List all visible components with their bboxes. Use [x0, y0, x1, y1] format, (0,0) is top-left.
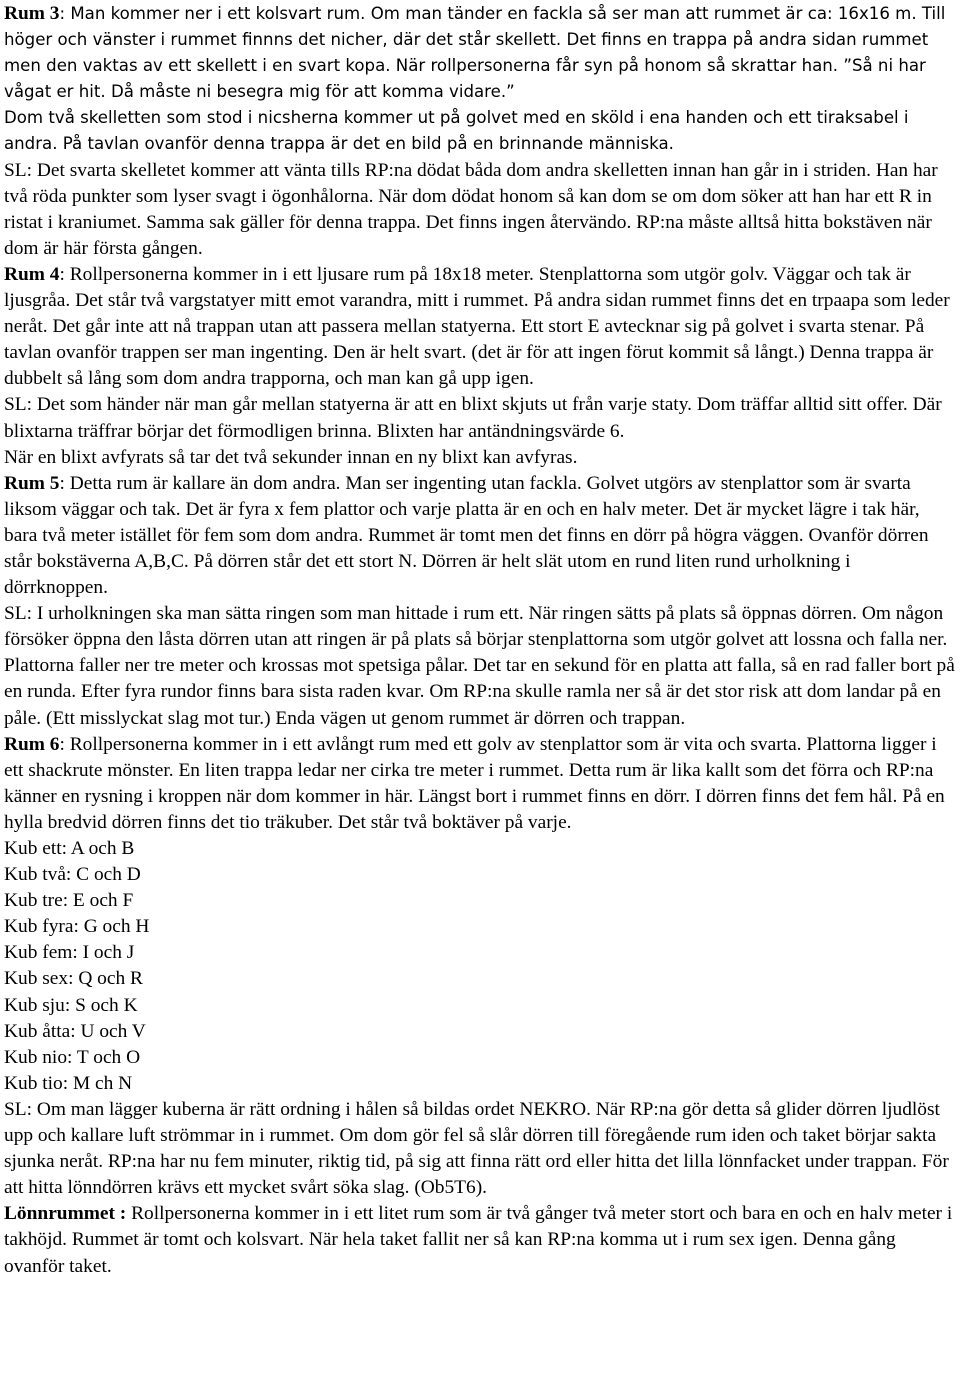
kub-line: Kub sju: S och K — [4, 994, 138, 1016]
rum4-heading: Rum 4 — [4, 263, 60, 285]
kub-line: Kub nio: T och O — [4, 1046, 141, 1068]
kub-line: Kub fyra: G och H — [4, 916, 150, 938]
lonnrummet-paragraph — [4, 1201, 956, 1279]
rum4-text: : Rollpersonerna kommer in i ett ljusare rum på 18x18 meter. Stenplattorna som utgör golv. Väggar och tak är ljusgråa. Det står två vargstatyer mitt emot varandra, mitt i rummet. På andra sidan rummet finns det en trpaapa som leder neråt. Det går inte att nå trappan utan att passera mellan statyerna. Ett stort E avtecknar sig på golvet i svarta stenar. På tavlan ovanför trappen ser man ingenting. Den är helt svart. (det är för att ingen förut kommit så långt.) Denna trappa är dubbelt så lång som dom andra trapporna, och man kan gå upp igen. — [4, 263, 950, 390]
rum6-text: : Rollpersonerna kommer in i ett avlångt rum med ett golv av stenplattor som är vita och svarta. Plattorna ligger i ett shackrute mönster. En liten trappa ledar ner cirka tre meter i rummet. Detta rum är lika kallt som det förra och RP:na känner en rysning i kroppen när dom kommer in här. Längst bort i rummet finns en dörr. I dörren finns det fem hål. På en hylla bredvid dörren finns det tio träkuber. Det står två boktäver på varje. — [4, 733, 945, 833]
rum3-sl-note: SL: Det svarta skelletet kommer att vänta tills RP:na dödat båda dom andra skelletten innan han går in i striden. Han har två röda punkter som lyser svagt i ögonhålorna. När dom dödat honom så kan dom se om dom söker att han har ett R in ristat i kraniumet. Samma sak gäller för denna trappa. Det finns ingen återvändo. RP:na måste alltså hitta bokstäven när dom är här första gången. — [4, 159, 938, 259]
rum4-paragraph — [4, 262, 956, 392]
rum3-heading: Rum 3 — [4, 3, 60, 24]
kub-line: Kub ett: A och B — [4, 838, 135, 859]
rum5-text: : Detta rum är kallare än dom andra. Man ser ingenting utan fackla. Golvet utgörs av stenplattor som är svarta liksom väggar och tak. Det är fyra x fem plattor och varje platta är en och en halv meter. Det är mycket lägre i tak här, bara två meter istället för fem som dom andra. Rummet är tomt men det finns en dörr på högra väggen. Ovanför dörren står bokstäverna A,B,C. På dörren står det ett stort N. Dörren är helt slät utom en rund liten rund urholkning i dörrknoppen. — [4, 472, 929, 599]
rum3-paragraph — [4, 1, 956, 105]
document-page — [4, 1, 956, 1280]
rum5-paragraph — [4, 471, 956, 601]
kub-line: Kub tio: M ch N — [4, 1072, 133, 1094]
lonnrummet-text: Rollpersonerna kommer in i ett litet rum som är två gånger två meter stort och bara en och en halv meter i takhöjd. Rummet är tomt och kolsvart. När hela taket fallit ner så kan RP:na komma ut i rum sex igen. Denna gång ovanför taket. — [4, 1203, 953, 1277]
rum3-skeletons-paragraph: Dom två skelletten som stod i nicsherna kommer ut på golvet med en sköld i ena handen och ett tiraksabel i andra. På tavlan ovanför denna trappa är det en bild på en brinnande människa. — [4, 108, 909, 154]
rum6-paragraph — [4, 732, 956, 836]
kub-line: Kub sex: Q och R — [4, 968, 143, 990]
kub-line: Kub fem: I och J — [4, 942, 135, 964]
rum3-text: : Man kommer ner i ett kolsvart rum. Om man tänder en fackla så ser man att rummet är ca: 16x16 m. Till höger och vänster i rummet finnns det nicher, där det står skellett. Det finns en trappa på andra sidan rummet men den vaktas av ett skellett i en svart kopa. När rollpersonerna får syn på honom så skrattar han. ”Så ni har vågat er hit. Då måste ni besegra mig för att komma vidare.” — [4, 4, 946, 102]
lonnrummet-heading: Lönnrummet : — [4, 1203, 127, 1225]
rum5-sl-note: SL: I urholkningen ska man sätta ringen som man hittade i rum ett. När ringen sätts på plats så öppnas dörren. Om någon försöker öppna den låsta dörren utan att ringen är på plats så börjar stenplattorna som utgör golvet att lossna och falla ner. Plattorna faller ner tre meter och krossas mot spetsiga pålar. Det tar en sekund för en platta att falla, så en rad faller bort på en runda. Efter fyra rundor finns bara sista raden kvar. Om RP:na skulle ramla ner så är det stor risk att dom landar på en påle. (Ett misslyckat slag mot tur.) Enda vägen ut genom rummet är dörren och trappan. — [4, 603, 955, 729]
rum4-sl-note: SL: Det som händer när man går mellan statyerna är att en blixt skjuts ut från varje staty. Dom träffar alltid sitt offer. Där blixtarna träffrar börjar det förmodligen brinna. Blixten har antändningsvärde 6. — [4, 394, 942, 442]
rum4-lightning-paragraph: När en blixt avfyrats så tar det två sekunder innan en ny blixt kan avfyras. — [4, 446, 578, 468]
rum6-sl-note: SL: Om man lägger kuberna är rätt ordning i hålen så bildas ordet NEKRO. När RP:na gör detta så glider dörren ljudlöst upp och kallare luft strömmar in i rummet. Om dom gör fel så slår dörren till föregående rum iden och taket börjar sakta sjunka neråt. RP:na har nu fem minuter, riktig tid, på sig att finna rätt ord eller hitta det lilla lönnfacket under trappan. För att hitta lönndörren krävs ett mycket svårt söka slag. (Ob5T6). — [4, 1098, 949, 1199]
kub-line: Kub två: C och D — [4, 864, 141, 886]
rum5-heading: Rum 5 — [4, 472, 60, 494]
kub-line: Kub åtta: U och V — [4, 1020, 146, 1042]
kub-line: Kub tre: E och F — [4, 890, 134, 912]
rum6-heading: Rum 6 — [4, 733, 60, 755]
